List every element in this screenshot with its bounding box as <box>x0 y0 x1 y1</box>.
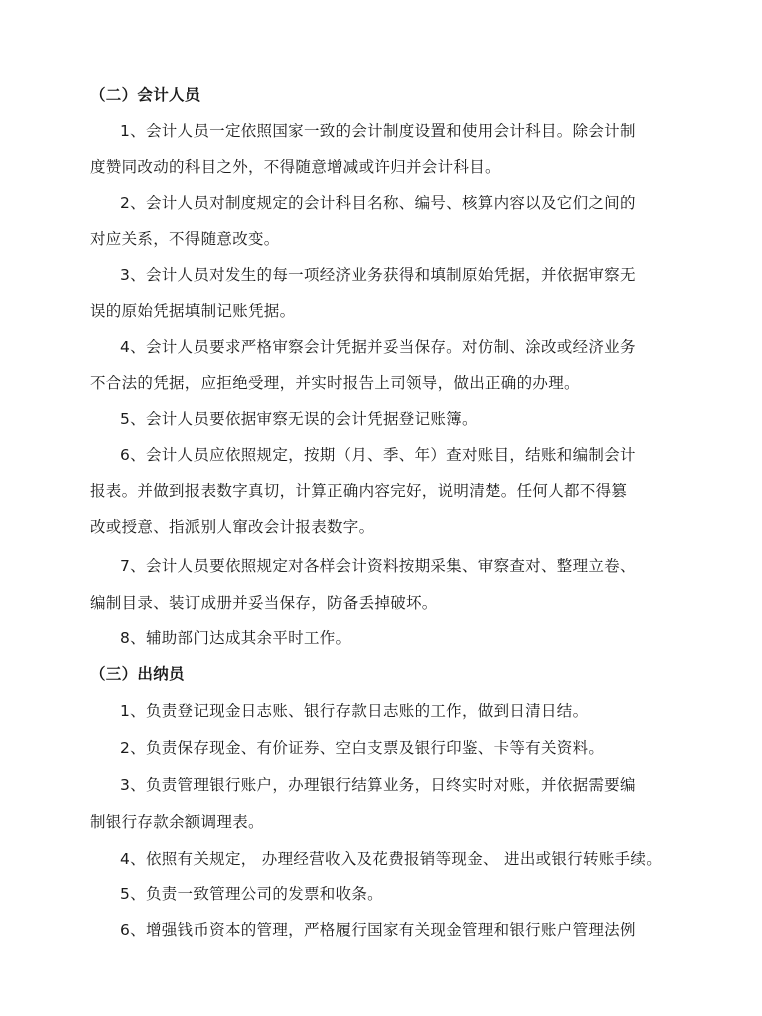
paragraph-line: 改或授意、指派别人窜改会计报表数字。 <box>90 518 375 536</box>
paragraph-line: 3、负责管理银行账户，办理银行结算业务，日终实时对账，并依据需要编 <box>120 776 636 794</box>
paragraph-line: 编制目录、装订成册并妥当保存，防备丢掉破坏。 <box>90 594 438 612</box>
paragraph-line: 6、增强钱币资本的管理，严格履行国家有关现金管理和银行账户管理法例 <box>120 921 636 939</box>
paragraph-line: 误的原始凭据填制记账凭据。 <box>90 302 296 320</box>
section3-title: （三）出纳员 <box>90 665 185 683</box>
paragraph-line: 2、负责保存现金、有价证券、空白支票及银行印鉴、卡等有关资料。 <box>120 739 605 757</box>
paragraph-line: 5、负责一致管理公司的发票和收条。 <box>120 885 383 903</box>
paragraph-line: 度赞同改动的科目之外，不得随意增减或许归并会计科目。 <box>90 158 501 176</box>
paragraph-line: 1、负责登记现金日志账、银行存款日志账的工作，做到日清日结。 <box>120 702 589 720</box>
paragraph-line: 4、会计人员要求严格审察会计凭据并妥当保存。对仿制、涂改或经济业务 <box>120 338 636 356</box>
paragraph-line: 6、会计人员应依照规定，按期（月、季、年）查对账目，结账和编制会计 <box>120 446 636 464</box>
paragraph-line: 对应关系，不得随意改变。 <box>90 230 280 248</box>
paragraph-line: 7、会计人员要依照规定对各样会计资料按期采集、审察查对、整理立卷、 <box>120 557 636 575</box>
paragraph-line: 2、会计人员对制度规定的会计科目名称、编号、核算内容以及它们之间的 <box>120 194 636 212</box>
paragraph-line: 1、会计人员一定依照国家一致的会计制度设置和使用会计科目。除会计制 <box>120 122 636 140</box>
paragraph-line: 3、会计人员对发生的每一项经济业务获得和填制原始凭据，并依据审察无 <box>120 266 636 284</box>
paragraph-line: 8、辅助部门达成其余平时工作。 <box>120 629 352 647</box>
paragraph-line: 不合法的凭据，应拒绝受理，并实时报告上司领导，做出正确的办理。 <box>90 374 580 392</box>
paragraph-line: 4、依照有关规定， 办理经营收入及花费报销等现金、 进出或银行转账手续。 <box>120 850 663 868</box>
paragraph-line: 报表。并做到报表数字真切，计算正确内容完好，说明清楚。任何人都不得篡 <box>90 482 628 500</box>
section2-title: （二）会计人员 <box>90 86 201 104</box>
paragraph-line: 5、会计人员要依据审察无误的会计凭据登记账簿。 <box>120 410 478 428</box>
paragraph-line: 制银行存款余额调理表。 <box>90 813 264 831</box>
